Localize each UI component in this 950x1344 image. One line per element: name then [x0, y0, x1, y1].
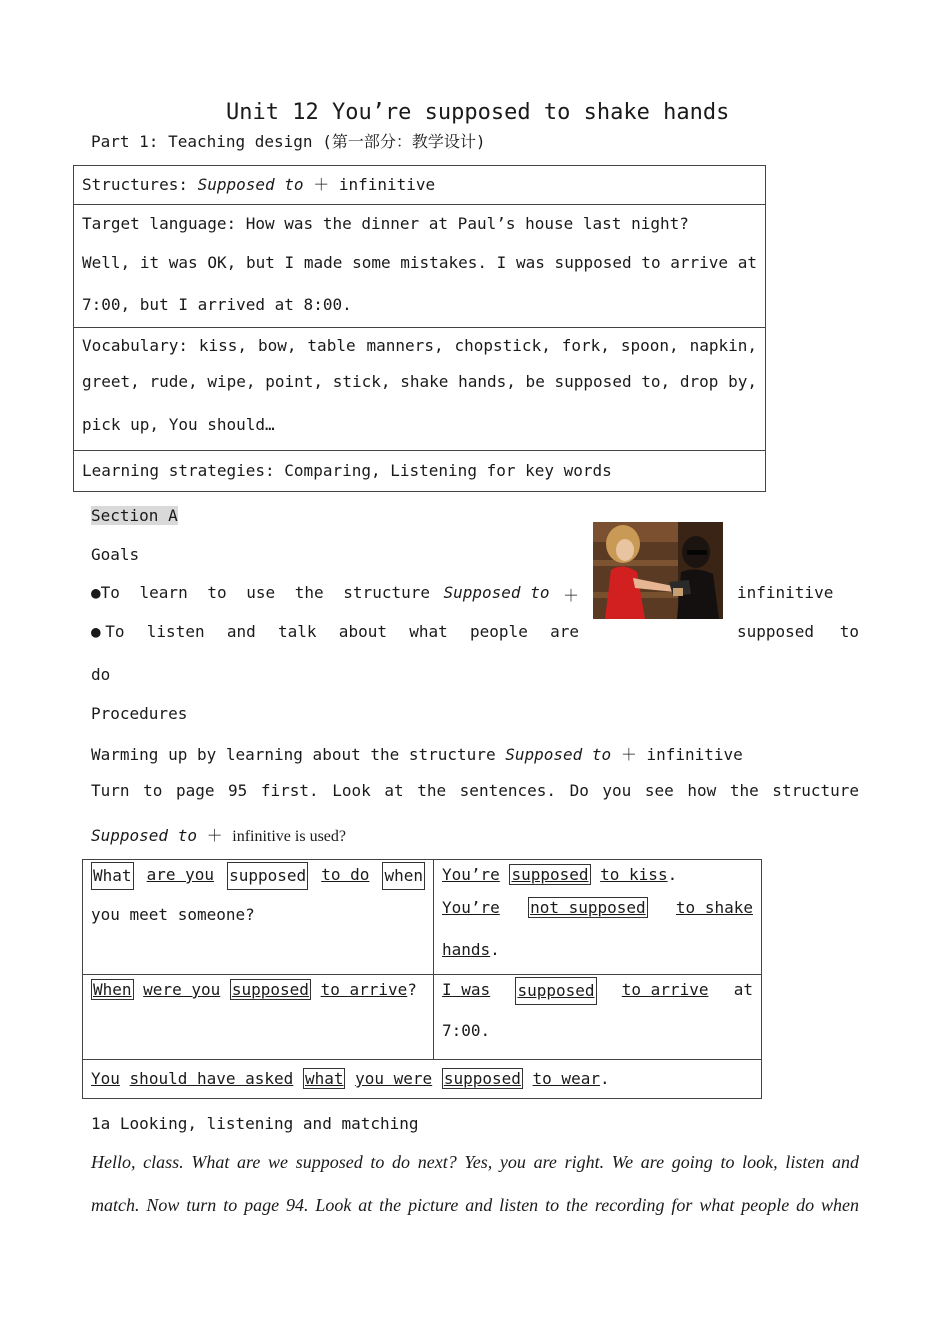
goal-2: ●To listen and talk about what people are	[91, 622, 579, 641]
used-rest: infinitive is used?	[232, 828, 347, 845]
turn-page-line: Turn to page 95 first. Look at the sentences. Do you see how the structure	[91, 781, 859, 800]
used-plus: ＋	[196, 826, 233, 845]
warm-rest: ＋ infinitive	[611, 745, 743, 764]
table-row	[83, 975, 762, 1060]
structures-rest: ＋ infinitive	[303, 175, 436, 194]
goal1-plus: ＋	[562, 586, 579, 605]
table-row	[74, 328, 766, 451]
dinner-photo	[593, 522, 723, 619]
goal1-text: ●To learn to use the structure	[91, 583, 430, 602]
table-row	[74, 205, 766, 328]
paragraph-line-1: Hello, class. What are we supposed to do next? Yes, you are right. We are going to look, listen and	[91, 1152, 859, 1172]
period: .	[480, 1021, 491, 1040]
vocab-line-3: pick up, You should…	[82, 415, 275, 434]
paragraph-line-2: match. Now turn to page 94. Look at the picture and listen to the recording for what people do when	[91, 1195, 859, 1215]
table-row	[74, 166, 766, 205]
word-you: You	[91, 1069, 120, 1088]
word-supposed: supposed	[443, 1069, 521, 1088]
word-were-you: were you	[143, 980, 221, 999]
word-what: What	[91, 862, 134, 890]
vocab-line-1: Vocabulary: kiss, bow, table manners, chopstick, fork, spoon, napkin,	[82, 336, 757, 355]
target-line-2: Well, it was OK, but I made some mistakes. I was supposed to arrive at	[82, 253, 757, 272]
word-are-you: are you	[146, 865, 215, 884]
target-line-1: Target language: How was the dinner at Paul’s house last night?	[82, 214, 689, 233]
teaching-design-table	[73, 165, 766, 492]
question-cell-2	[83, 975, 434, 1060]
word-youre: You’re	[442, 865, 500, 884]
question-1-rest: you meet someone?	[91, 905, 255, 924]
word-supposed: supposed	[511, 865, 589, 884]
part-label: Part 1: Teaching design (	[91, 132, 332, 151]
word-should-have-asked: should have asked	[129, 1069, 294, 1088]
word-youre: You’re	[442, 898, 500, 917]
procedures-heading: Procedures	[91, 704, 188, 723]
photo-illustration	[593, 522, 723, 619]
page-title: Unit 12 You’re supposed to shake hands	[226, 100, 730, 125]
word-to-kiss: to kiss	[600, 865, 668, 884]
used-em: Supposed to	[91, 826, 197, 845]
period: .	[599, 1069, 610, 1088]
word-supposed: supposed	[231, 980, 309, 999]
word-when: When	[93, 980, 132, 999]
warm-em: Supposed to	[505, 745, 612, 764]
word-to-arrive: to arrive	[621, 980, 709, 999]
period: .	[490, 940, 500, 959]
goal-1	[91, 583, 579, 606]
answer-cell-2	[434, 975, 762, 1060]
goal-2-end: supposed to	[737, 622, 859, 641]
word-you-were: you were	[355, 1069, 433, 1088]
word-hands: hands	[442, 940, 491, 959]
word-i-was: I was	[442, 980, 491, 999]
goal-2-wrap: do	[91, 665, 111, 684]
word-to-arrive: to arrive	[320, 980, 408, 999]
sentence-cell	[83, 1060, 762, 1099]
question-cell-1	[83, 860, 434, 975]
vocabulary-cell	[74, 328, 766, 451]
word-supposed: supposed	[515, 977, 596, 1005]
goal1-em: Supposed to	[443, 583, 550, 602]
goal-1-end: infinitive	[737, 583, 834, 602]
word-what: what	[304, 1069, 344, 1088]
target-cell	[74, 205, 766, 328]
goals-heading: Goals	[91, 545, 140, 564]
answer-cell-1	[434, 860, 762, 975]
structures-em: Supposed to	[197, 175, 304, 194]
word-to-do: to do	[321, 865, 370, 884]
question-mark: ?	[407, 980, 417, 999]
section-a-heading	[91, 506, 178, 525]
word-not-supposed: not supposed	[530, 898, 646, 917]
part-cn: 第一部分：教学设计	[331, 132, 476, 151]
section-1a-heading: 1a Looking, listening and matching	[91, 1114, 419, 1133]
warm-text: Warming up by learning about the structure	[91, 745, 506, 764]
period: .	[667, 865, 678, 884]
structures-label: Structures:	[82, 175, 198, 194]
part-heading	[91, 129, 485, 152]
vocab-line-2: greet, rude, wipe, point, stick, shake hands, be supposed to, drop by,	[82, 372, 757, 391]
structures-cell	[74, 166, 766, 205]
word-to-wear: to wear	[532, 1069, 600, 1088]
table-row	[74, 451, 766, 492]
target-line-3: 7:00, but I arrived at 8:00.	[82, 295, 352, 314]
word-to-shake: to shake	[675, 898, 753, 917]
word-when: when	[382, 862, 425, 890]
word-supposed: supposed	[227, 862, 308, 890]
used-line	[91, 823, 346, 846]
warming-up-line	[91, 742, 743, 765]
section-a-label: Section A	[91, 506, 178, 525]
strategies-cell: Learning strategies: Comparing, Listening for key words	[74, 451, 766, 492]
part-close: )	[475, 132, 486, 151]
table-row	[83, 860, 762, 975]
word-time: 7:00	[442, 1021, 481, 1040]
word-at: at	[733, 980, 753, 999]
structure-examples-table	[82, 859, 762, 1099]
table-row	[83, 1060, 762, 1099]
